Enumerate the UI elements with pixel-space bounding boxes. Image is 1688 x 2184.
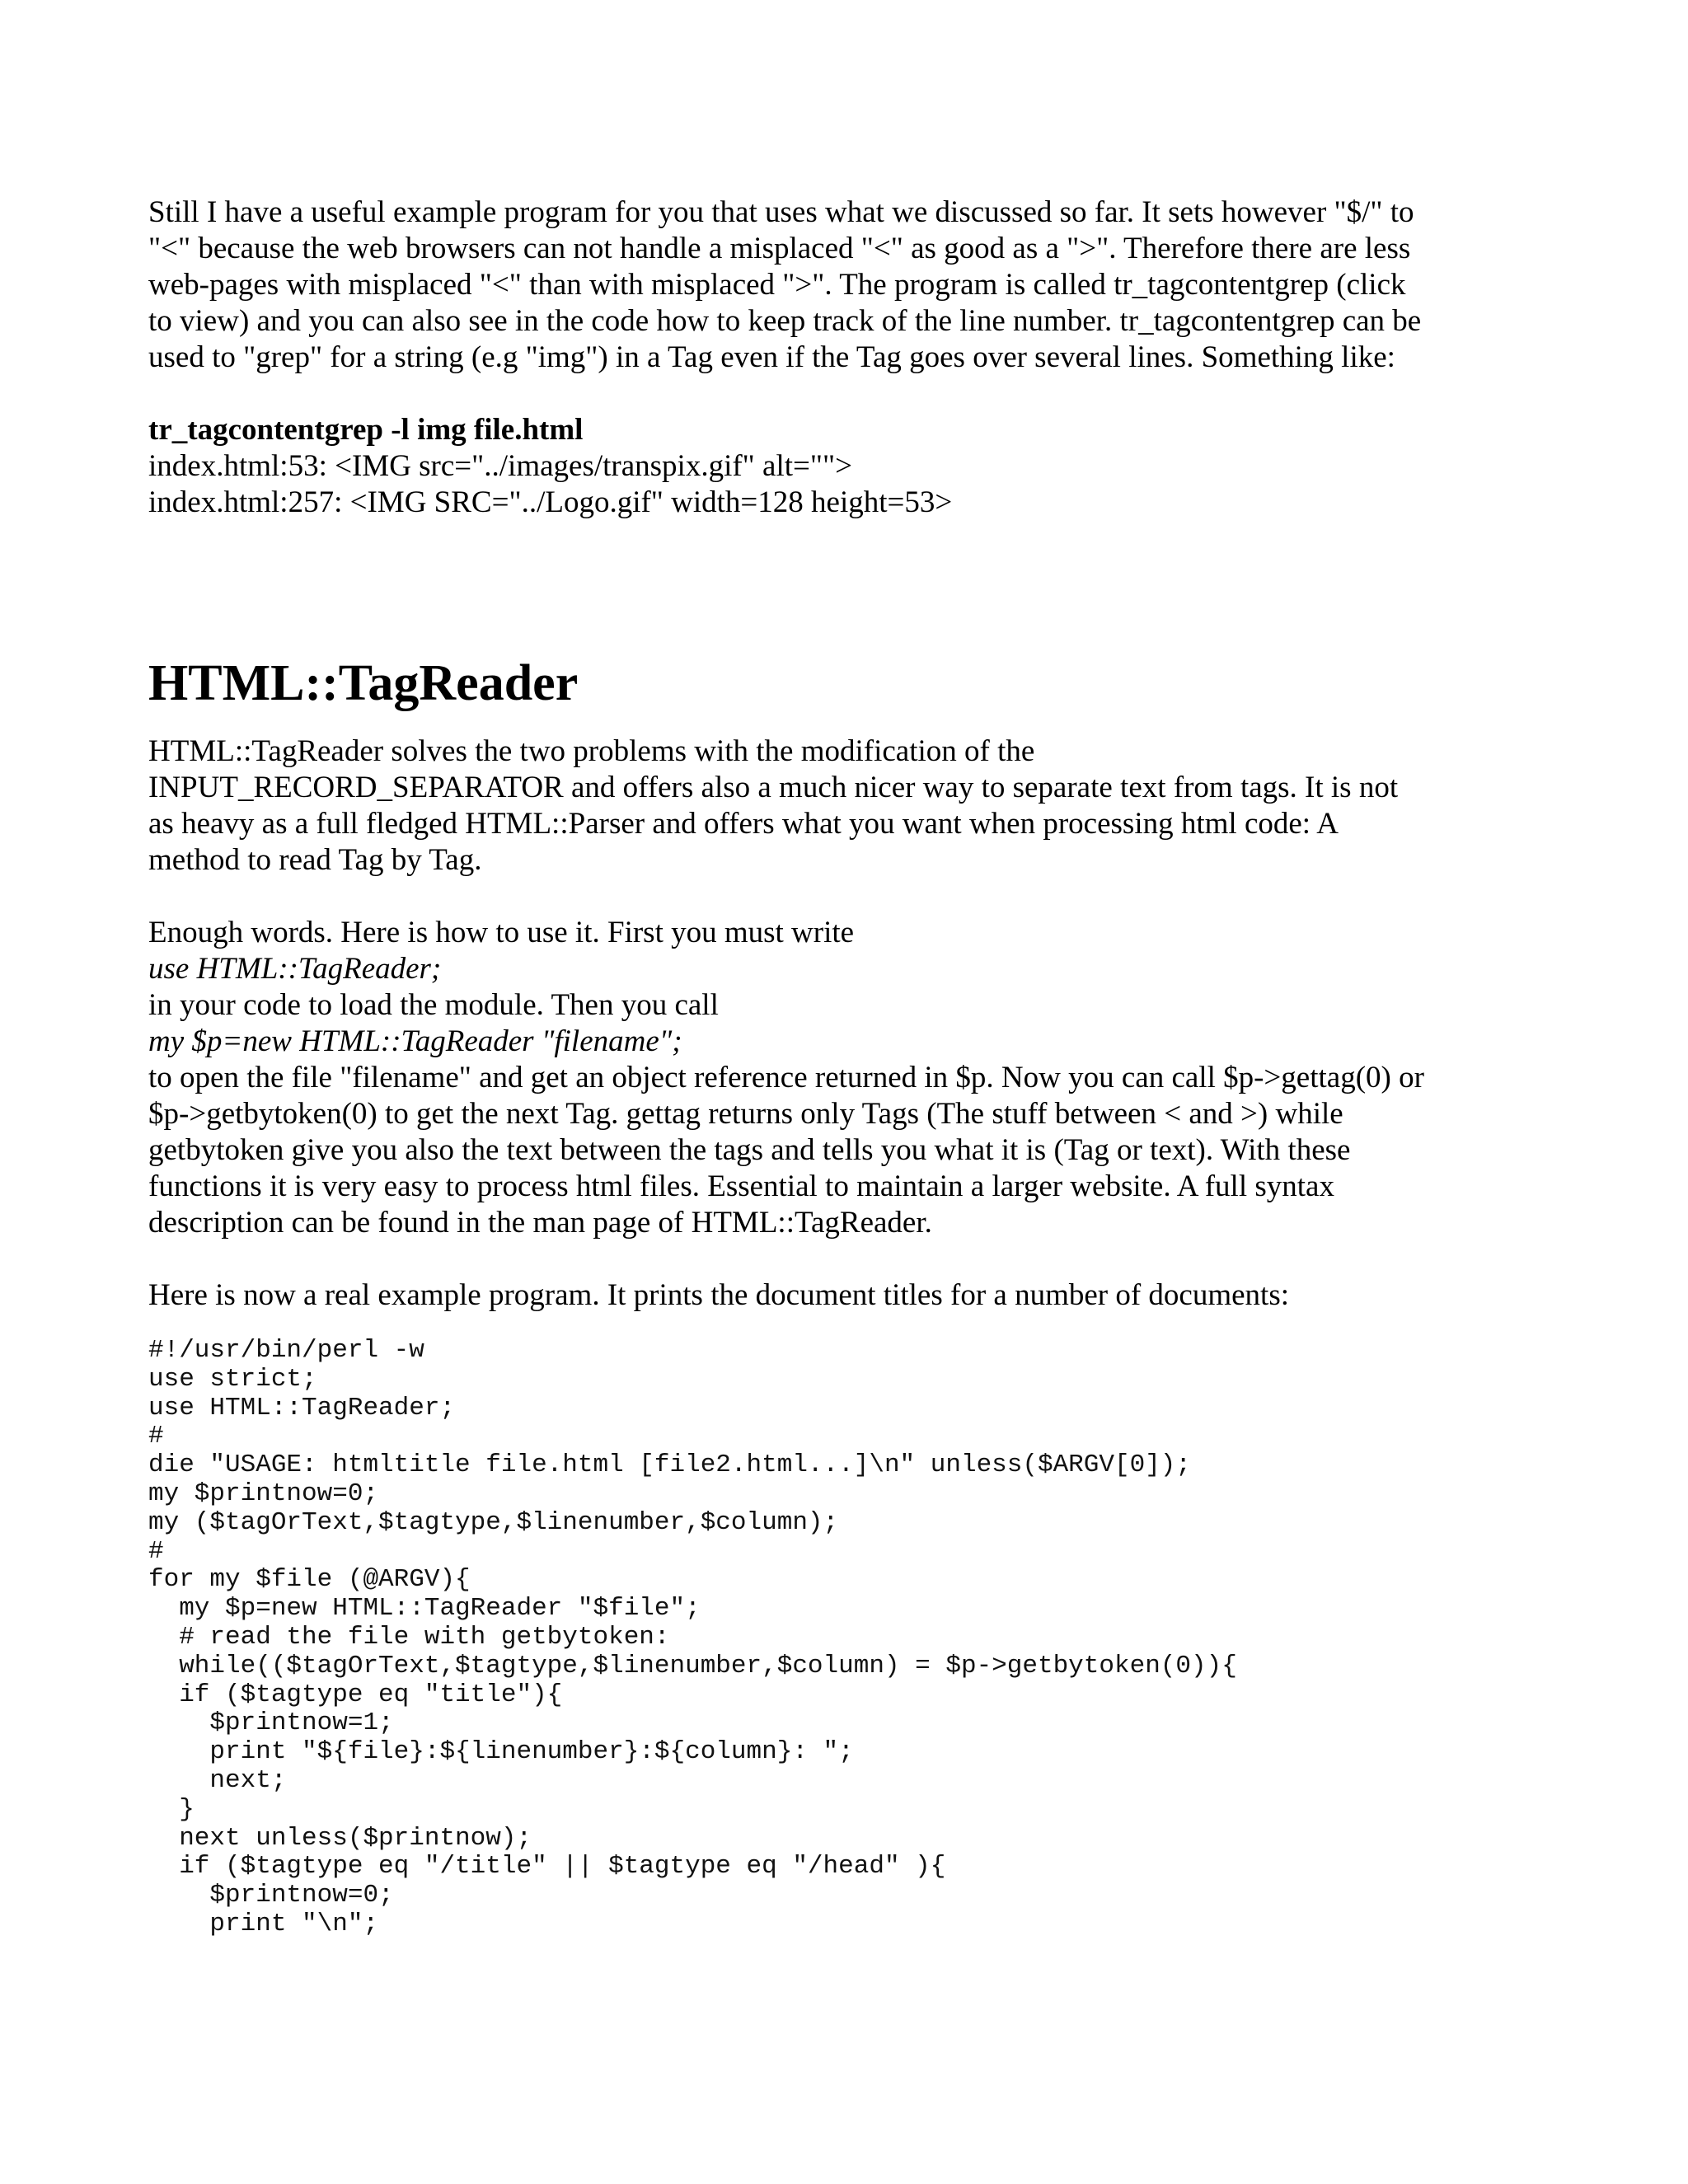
example-output bbox=[148, 412, 1550, 521]
intro-line: to view) and you can also see in the code how to keep track of the line number. tr_tagcontentgrep can be bbox=[148, 304, 1422, 338]
paragraph-line: as heavy as a full fledged HTML::Parser and offers what you want when processing html code: A bbox=[148, 807, 1339, 841]
paragraph-line: getbytoken give you also the text between the tags and tells you what it is (Tag or text). With these bbox=[148, 1133, 1351, 1167]
example-output-line: index.html:53: <IMG src="../images/transpix.gif" alt=""> bbox=[148, 449, 852, 483]
tagreader-paragraph-1 bbox=[148, 733, 1550, 879]
paragraph-line: $p->getbytoken(0) to get the next Tag. gettag returns only Tags (The stuff between < and >) while bbox=[148, 1097, 1343, 1131]
tagreader-paragraph-2 bbox=[148, 915, 1550, 1241]
intro-paragraph bbox=[148, 194, 1550, 376]
inline-code-new: my $p=new HTML::TagReader "filename"; bbox=[148, 1024, 682, 1058]
intro-line: used to "grep" for a string (e.g "img") in a Tag even if the Tag goes over several lines. Something like: bbox=[148, 340, 1395, 374]
paragraph-line: method to read Tag by Tag. bbox=[148, 843, 482, 877]
intro-line: web-pages with misplaced "<" than with misplaced ">". The program is called tr_tagcontentgrep (click bbox=[148, 268, 1406, 302]
code-listing: #!/usr/bin/perl -w use strict; use HTML::TagReader; # die "USAGE: htmltitle file.html [file2.html...]\n" unless($ARGV[0]); my $printnow=0; my ($tagOrText,$tagtype,$linenumber,$column); # for my $file (@ARGV){ my $p=new HTML::TagReader "$file"; # read the file with getbytoken: while(($tagOrText,$tagtype,$linenumber,$column) = $p->getbytoken(0)){ if ($tagtype eq "title"){ $printnow=1; print "${file}:${linenumber}:${column}: "; next; } next unless($printnow); if ($tagtype eq "/title" || $tagtype eq "/head" ){ $printnow=0; print "\n"; bbox=[148, 1336, 1237, 1938]
inline-code-use: use HTML::TagReader; bbox=[148, 952, 442, 986]
document-page bbox=[148, 194, 1550, 1939]
paragraph-line: Enough words. Here is how to use it. First you must write bbox=[148, 916, 855, 949]
tagreader-paragraph-3: Here is now a real example program. It prints the document titles for a number of documents: bbox=[148, 1278, 1289, 1312]
paragraph-line: HTML::TagReader solves the two problems with the modification of the bbox=[148, 734, 1035, 768]
example-output-line: index.html:257: <IMG SRC="../Logo.gif" width=128 height=53> bbox=[148, 485, 953, 519]
paragraph-line: to open the file "filename" and get an object reference returned in $p. Now you can call $p->gettag(0) or bbox=[148, 1061, 1424, 1094]
intro-line: Still I have a useful example program for you that uses what we discussed so far. It sets however "$/" to bbox=[148, 195, 1414, 229]
paragraph-line: description can be found in the man page of HTML::TagReader. bbox=[148, 1206, 932, 1240]
example-command: tr_tagcontentgrep -l img file.html bbox=[148, 413, 584, 447]
paragraph-line: functions it is very easy to process html files. Essential to maintain a larger website. A full syntax bbox=[148, 1169, 1334, 1203]
section-heading: HTML::TagReader bbox=[148, 655, 579, 711]
intro-line: "<" because the web browsers can not handle a misplaced "<" as good as a ">". Therefore there are less bbox=[148, 232, 1411, 265]
paragraph-line: INPUT_RECORD_SEPARATOR and offers also a much nicer way to separate text from tags. It is not bbox=[148, 771, 1399, 804]
paragraph-line: in your code to load the module. Then you call bbox=[148, 988, 719, 1022]
